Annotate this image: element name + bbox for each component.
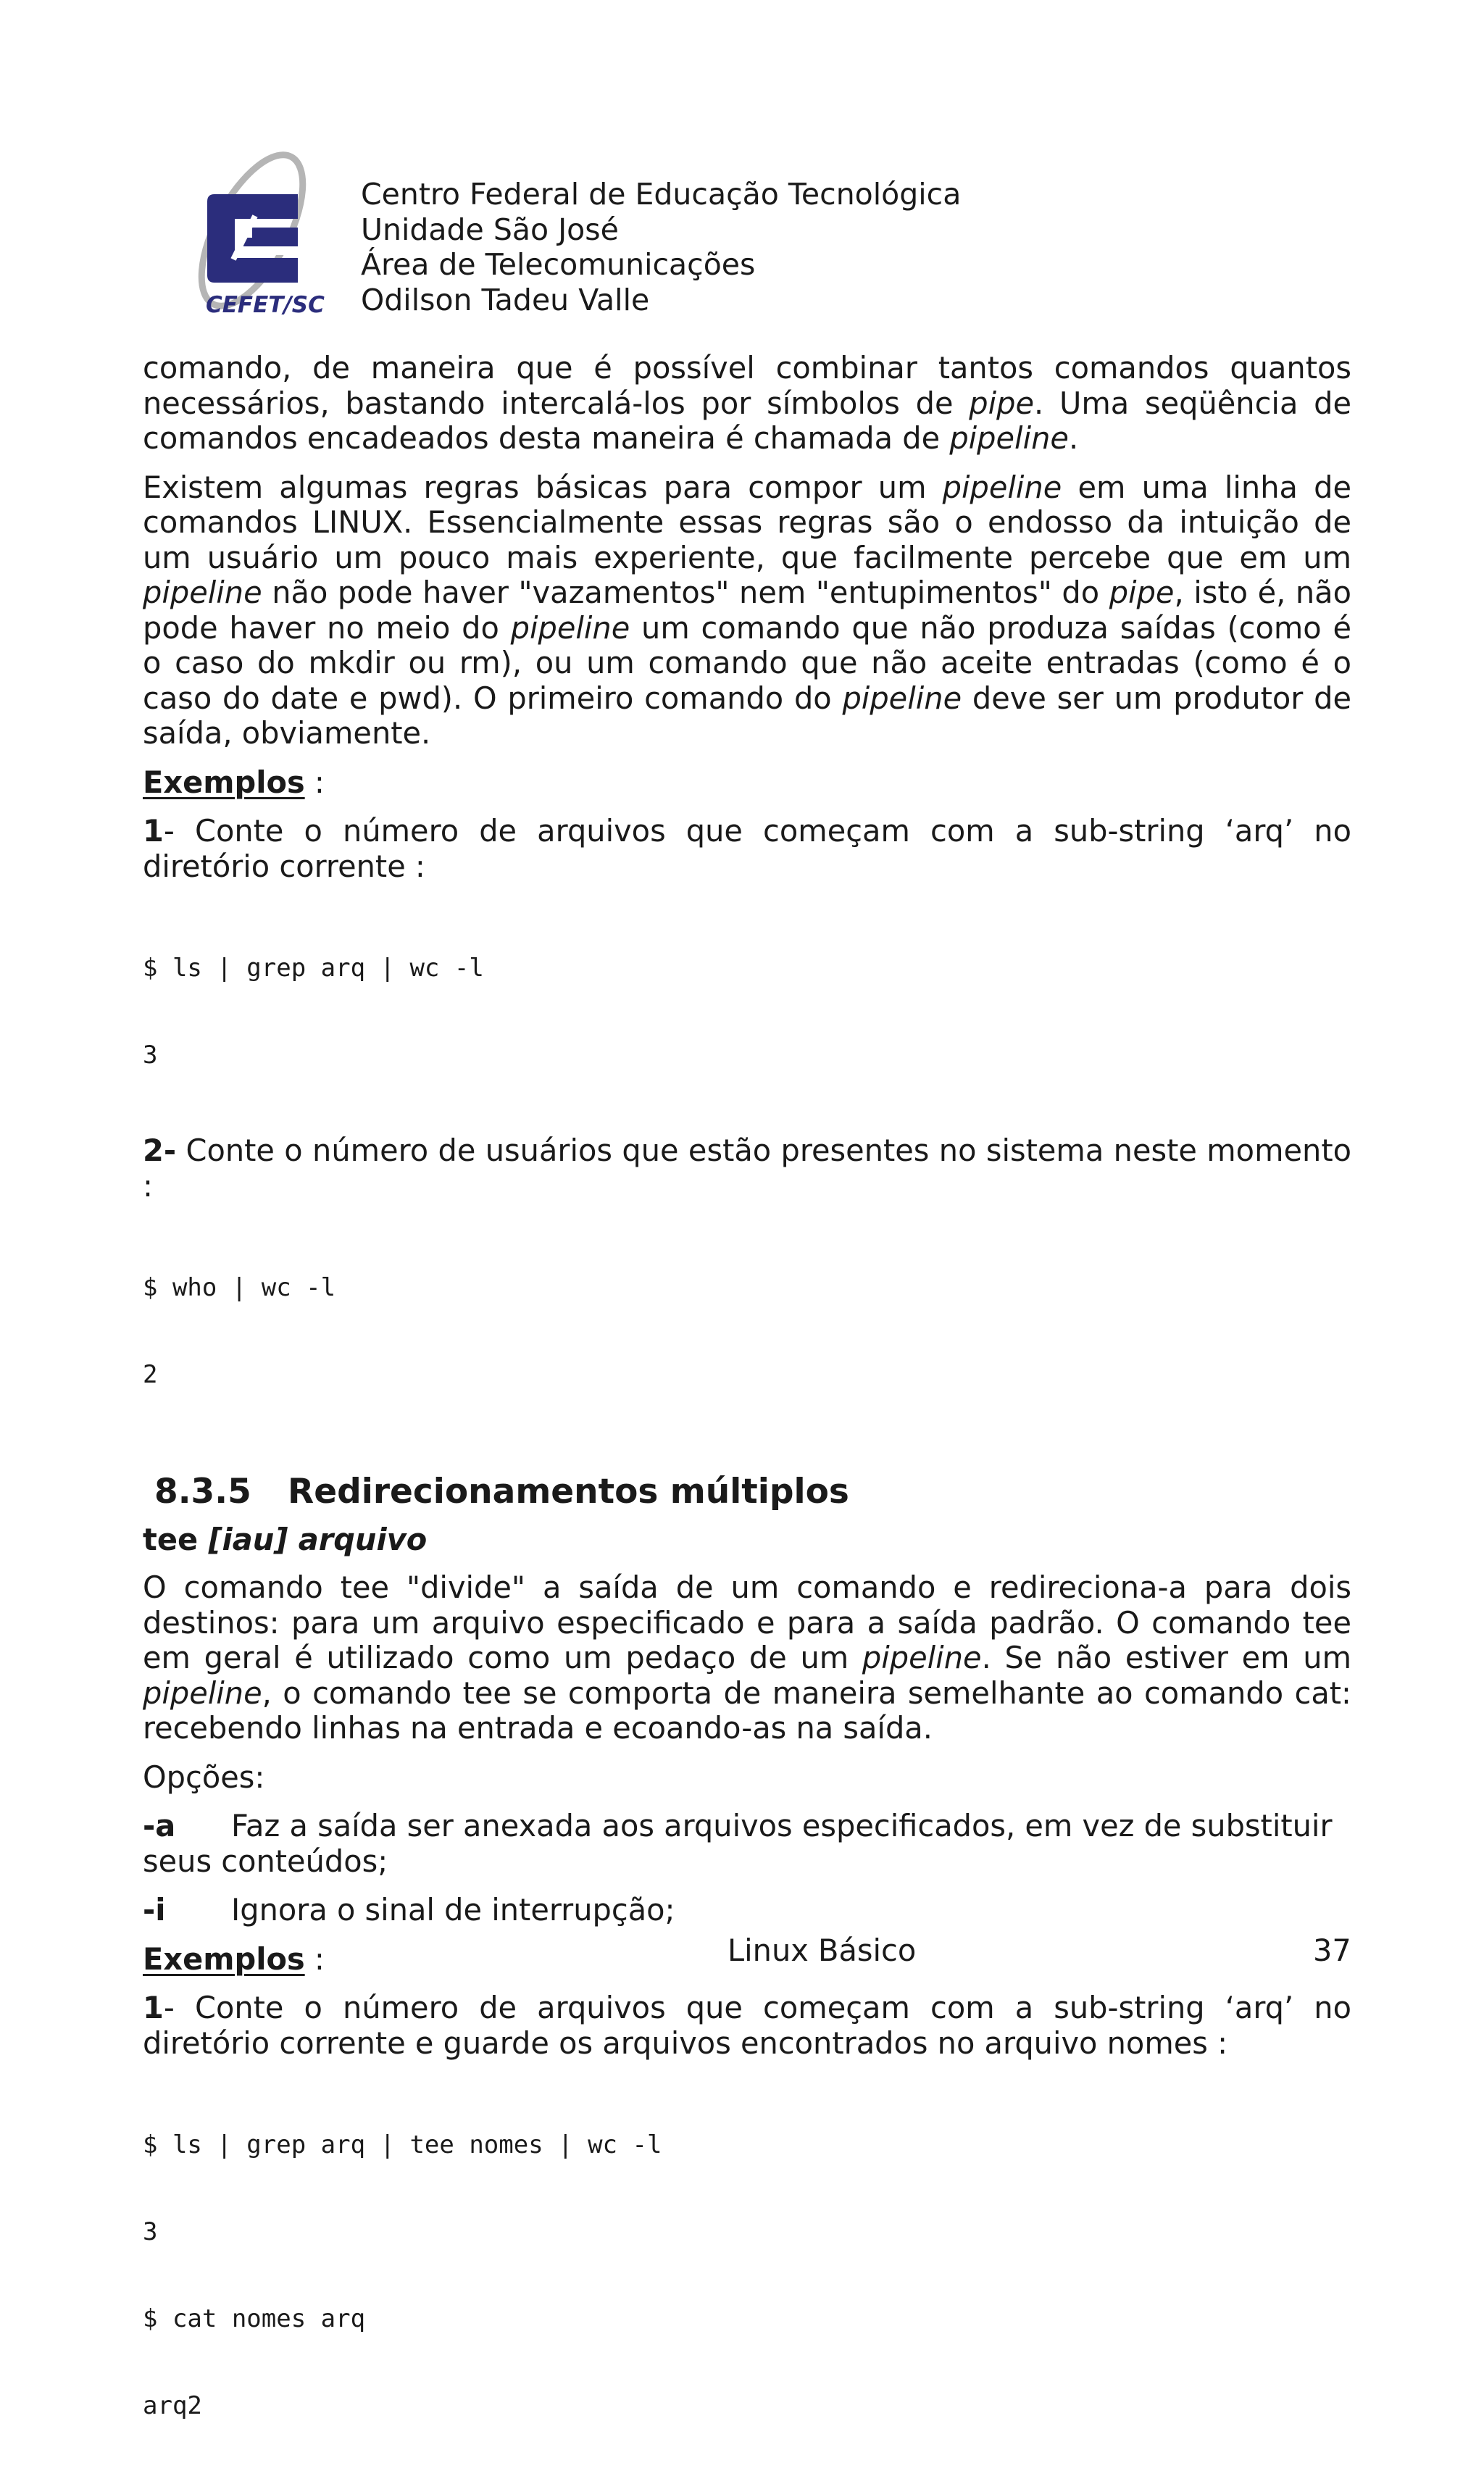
command-syntax: tee [iau] arquivo — [143, 1522, 428, 1557]
main-content — [143, 351, 1351, 2484]
paragraph-pipeline-rules: Existem algumas regras básicas para compor um pipeline em uma linha de comandos LINUX. Essencialmente essas regras são o endosso da intuição de um usuário um pouco mais experiente, que facilmente percebe que em um pipeline não pode haver "vazamentos" nem "entupimentos" do pipe, isto é, não pode haver no meio do pipeline um comando que não produza saídas (como é o caso do mkdir ou rm), ou um comando que não aceite entradas (como é o caso do date e pwd). O primeiro comando do pipeline deve ser um produtor de saída, obviamente. — [143, 469, 1351, 751]
header-line-unit: Unidade São José — [361, 212, 619, 247]
institution-info — [361, 177, 961, 317]
footer-title: Linux Básico — [728, 1933, 917, 1968]
section-heading: 8.3.5 Redirecionamentos múltiplos — [154, 1472, 849, 1512]
page-number: 37 — [1313, 1933, 1351, 1968]
paragraph-pipe-intro: comando, de maneira que é possível combinar tantos comandos quantos necessários, bastando intercalá-los por símbolos de pipe. Uma seqüência de comandos encadeados desta maneira é chamada de pipeline. — [143, 350, 1351, 456]
header-line-author: Odilson Tadeu Valle — [361, 282, 650, 317]
example-1-code: $ ls | grep arq | wc -l 3 — [143, 954, 484, 1070]
example-2-code: $ who | wc -l 2 — [143, 1273, 336, 1389]
example-tee-description: 1- Conte o número de arquivos que começam com a sub-string ‘arq’ no diretório corrente e guarde os arquivos encontrados no arquivo nomes : — [143, 1990, 1351, 2061]
logo-text: CEFET/SC — [206, 292, 325, 318]
examples-heading-2: Exemplos : — [143, 1941, 325, 1977]
header-line-area: Área de Telecomunicações — [361, 247, 756, 282]
option-i: -i Ignora o sinal de interrupção; — [143, 1892, 675, 1927]
header-line-institution: Centro Federal de Educação Tecnológica — [361, 177, 962, 212]
option-a: -a Faz a saída ser anexada aos arquivos especificados, em vez de substituir seus conteúdos; — [143, 1808, 1333, 1879]
examples-heading: Exemplos : — [143, 764, 325, 800]
example-2-description: 2- Conte o número de usuários que estão presentes no sistema neste momento : — [143, 1133, 1351, 1204]
paragraph-tee-description: O comando tee "divide" a saída de um comando e redireciona-a para dois destinos: para um arquivo especificado e para a saída padrão. O comando tee em geral é utilizado como um pedaço de um pipeline. Se não estiver em um pipeline, o comando tee se comporta de maneira semelhante ao comando cat: recebendo linhas na entrada e ecoando-as na saída. — [143, 1570, 1351, 1746]
example-tee-code: $ ls | grep arq | tee nomes | wc -l 3 $ cat nomes arq arq2 — [143, 2130, 662, 2420]
options-label: Opções: — [143, 1759, 265, 1795]
example-1-description: 1- Conte o número de arquivos que começam com a sub-string ‘arq’ no diretório corrente : — [143, 813, 1351, 884]
cefet-logo — [171, 149, 352, 323]
page-header — [171, 149, 1185, 323]
